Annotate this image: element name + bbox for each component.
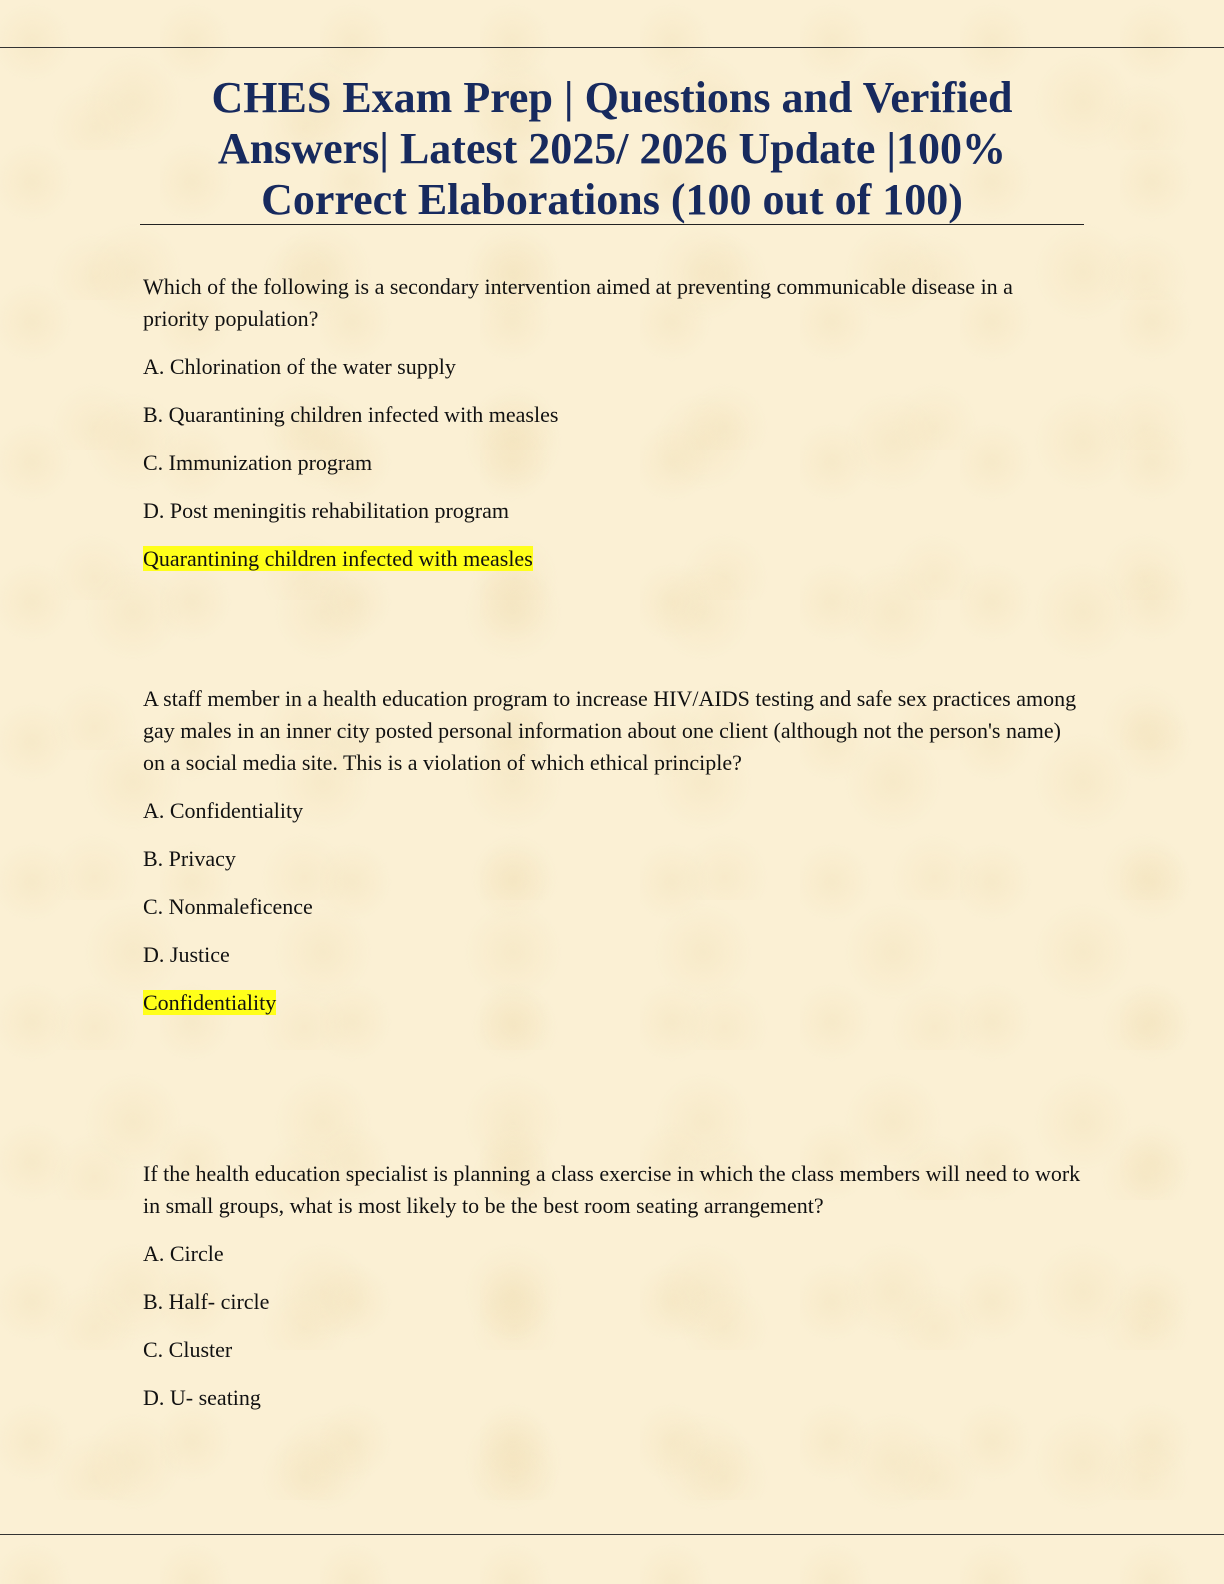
- question-text: Which of the following is a secondary intervention aimed at preventing communicable disease in a priority population?: [143, 274, 1013, 331]
- question-block-1: [143, 271, 1083, 575]
- answer-highlight-text: Quarantining children infected with measles: [143, 546, 533, 571]
- answer-option-c: C. Immunization program: [143, 450, 373, 475]
- question-block-3: [143, 1158, 1083, 1430]
- answer-option-b: B. Half- circle: [143, 1289, 270, 1314]
- answer-option-d: D. Justice: [143, 942, 230, 967]
- highlighted-answer: [143, 543, 1083, 575]
- answer-option-b: B. Privacy: [143, 846, 236, 871]
- question-text: If the health education specialist is planning a class exercise in which the class members will need to work in small groups, what is most likely to be the best room seating arrangement?: [143, 1161, 1081, 1218]
- answer-option-c: C. Cluster: [143, 1337, 233, 1362]
- page-top-rule: [0, 47, 1224, 48]
- answer-option-a: A. Confidentiality: [143, 798, 304, 823]
- answer-option-c: C. Nonmaleficence: [143, 894, 313, 919]
- answer-option-a: A. Circle: [143, 1241, 224, 1266]
- answer-option-b: B. Quarantining children infected with measles: [143, 402, 559, 427]
- question-block-2: [143, 683, 1083, 1019]
- highlighted-answer: [143, 987, 1083, 1019]
- answer-option-d: D. U- seating: [143, 1385, 261, 1410]
- document-title: CHES Exam Prep | Questions and Verified Answers| Latest 2025/ 2026 Update |100% Correct Elaborations (100 out of 100): [211, 73, 1013, 224]
- answer-highlight-text: Confidentiality: [143, 990, 277, 1015]
- question-text: A staff member in a health education program to increase HIV/AIDS testing and safe sex practices among gay males in an inner city posted personal information about one client (although not the person's name) on a social media site. This is a violation of which ethical principle?: [143, 686, 1077, 775]
- title-underline: [140, 224, 1084, 225]
- page-bottom-rule: [0, 1534, 1224, 1535]
- answer-option-d: D. Post meningitis rehabilitation program: [143, 498, 510, 523]
- answer-option-a: A. Chlorination of the water supply: [143, 354, 456, 379]
